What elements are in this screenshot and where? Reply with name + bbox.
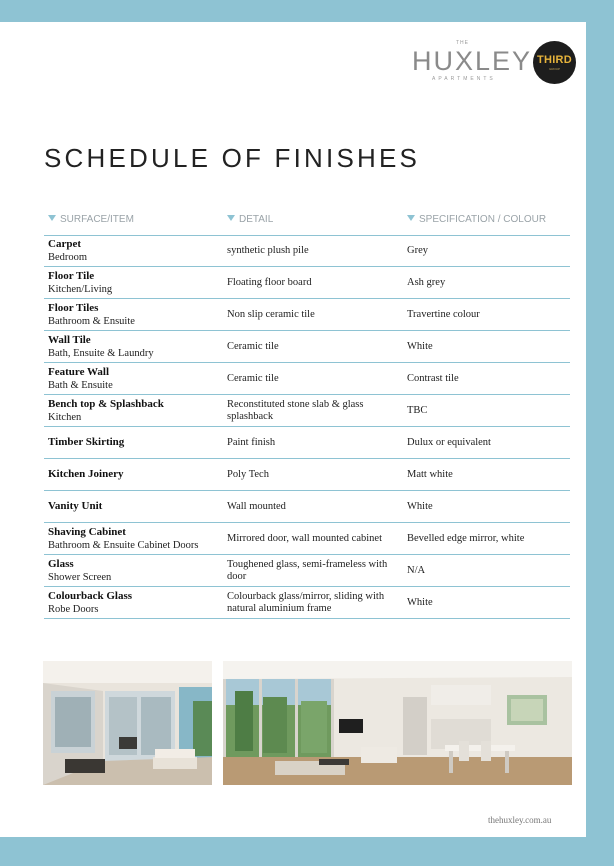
item-spec: Grey [407, 244, 428, 256]
table-row [44, 587, 570, 619]
item-name: Bench top & Splashback [48, 397, 164, 410]
table-row [44, 555, 570, 587]
table-row [44, 459, 570, 491]
table-row [44, 395, 570, 427]
item-spec: Contrast tile [407, 372, 459, 384]
page-title: SCHEDULE OF FINISHES [44, 143, 421, 173]
logo-the: THE [456, 40, 469, 46]
item-detail: Poly Tech [227, 468, 269, 480]
item-detail: Ceramic tile [227, 372, 279, 384]
website-footer: thehuxley.com.au [488, 815, 552, 825]
triangle-down-icon [48, 215, 56, 221]
item-location: Bedroom [48, 251, 88, 263]
item-location: Bathroom & Ensuite [48, 315, 135, 327]
triangle-down-icon [407, 215, 415, 221]
item-name: Carpet [48, 237, 81, 250]
item-spec: White [407, 500, 433, 512]
item-detail: synthetic plush pile [227, 244, 309, 256]
header-detail-label: DETAIL [239, 214, 274, 225]
item-location: Bath, Ensuite & Laundry [48, 347, 154, 359]
table-row [44, 363, 570, 395]
table-row [44, 267, 570, 299]
item-name: Colourback Glass [48, 589, 133, 602]
item-spec: Bevelled edge mirror, white [407, 532, 525, 544]
header-spec [407, 214, 546, 225]
interior-photo-living [223, 661, 572, 785]
header-surface-label: SURFACE/ITEM [60, 214, 134, 225]
logo-apartments: APARTMENTS [432, 76, 496, 82]
interior-photo-bedroom-image [43, 661, 212, 785]
table-row [44, 331, 570, 363]
item-spec: White [407, 340, 433, 352]
item-name: Feature Wall [48, 365, 110, 378]
header-detail [227, 214, 273, 225]
finishes-table [44, 235, 570, 619]
item-detail: Reconstituted stone slab & glass splashback [227, 398, 364, 422]
item-name: Glass [48, 557, 74, 570]
item-location: Robe Doors [48, 603, 99, 615]
item-name: Vanity Unit [48, 500, 103, 512]
badge-sub-label: GROUP [548, 67, 560, 71]
item-location: Kitchen/Living [48, 283, 113, 295]
item-detail: Toughened glass, semi-frameless with door [227, 558, 388, 582]
table-row [44, 523, 570, 555]
header-spec-label: SPECIFICATION / COLOUR [419, 214, 547, 225]
item-name: Floor Tiles [48, 301, 99, 314]
document-page [0, 22, 586, 837]
table-row [44, 491, 570, 523]
header-surface [48, 214, 134, 225]
item-name: Shaving Cabinet [48, 525, 126, 538]
item-spec: Travertine colour [407, 308, 480, 320]
interior-photo-bedroom [43, 661, 212, 785]
item-detail: Colourback glass/mirror, sliding with natural aluminium frame [227, 590, 385, 614]
item-location: Kitchen [48, 411, 82, 423]
triangle-down-icon [227, 215, 235, 221]
item-detail: Ceramic tile [227, 340, 279, 352]
item-location: Bathroom & Ensuite Cabinet Doors [48, 539, 199, 551]
item-detail: Mirrored door, wall mounted cabinet [227, 532, 382, 544]
table-header [44, 211, 570, 236]
item-spec: Dulux or equivalent [407, 436, 491, 448]
item-spec: N/A [407, 564, 426, 576]
item-detail: Floating floor board [227, 276, 312, 288]
item-spec: Ash grey [407, 276, 446, 288]
logo-huxley: HUXLEY [412, 46, 533, 76]
table-row [44, 427, 570, 459]
table-row [44, 235, 570, 267]
interior-photo-living-image [223, 661, 572, 785]
badge-label: THIRD [536, 54, 573, 66]
item-detail: Wall mounted [227, 500, 286, 512]
huxley-logo [412, 40, 533, 85]
table-row [44, 299, 570, 331]
item-detail: Paint finish [227, 436, 276, 448]
item-name: Kitchen Joinery [48, 468, 124, 480]
item-location: Shower Screen [48, 571, 112, 583]
third-group-badge [533, 41, 576, 84]
item-location: Bath & Ensuite [48, 379, 113, 391]
item-detail: Non slip ceramic tile [227, 308, 315, 320]
item-spec: White [407, 596, 433, 608]
item-name: Wall Tile [48, 333, 91, 346]
item-name: Floor Tile [48, 269, 95, 282]
item-spec: TBC [407, 404, 428, 416]
item-name: Timber Skirting [48, 436, 125, 448]
item-spec: Matt white [407, 468, 453, 480]
